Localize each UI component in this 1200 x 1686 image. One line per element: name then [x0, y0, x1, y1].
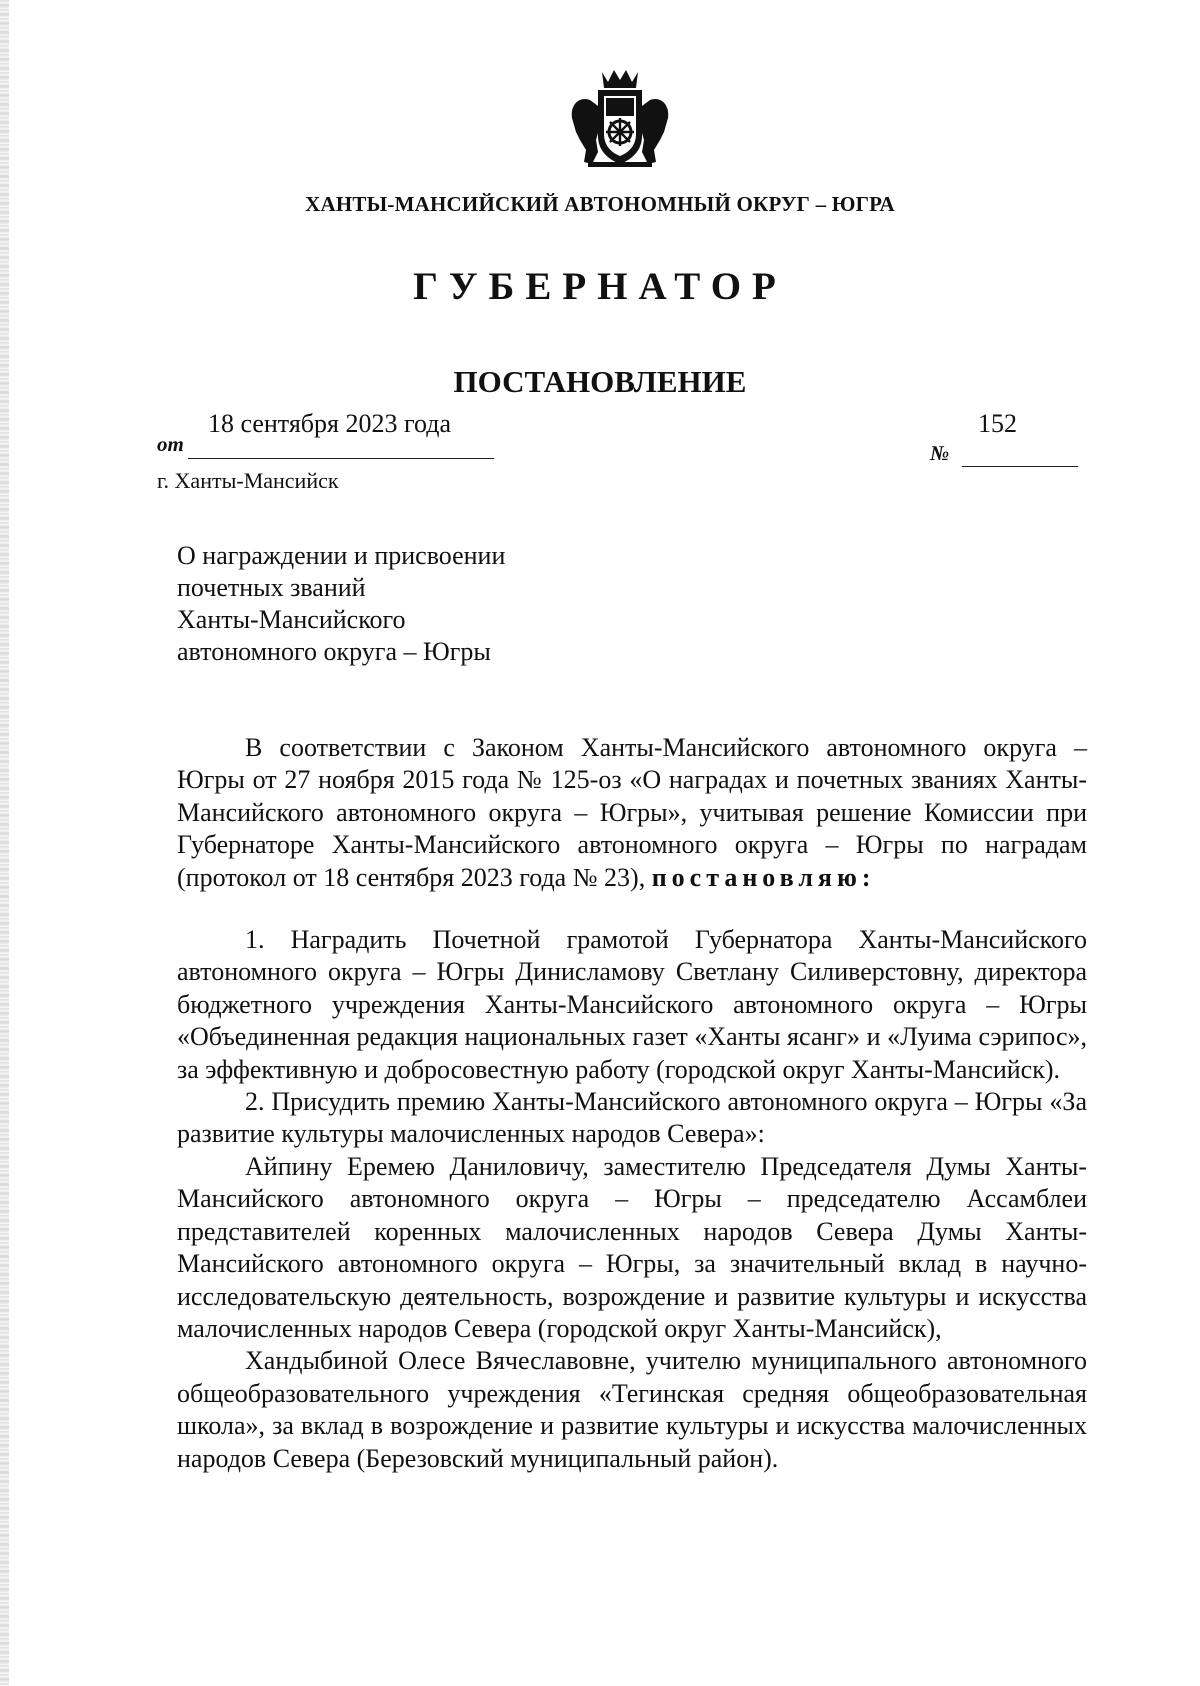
subject-line: Ханты-Мансийского	[177, 605, 406, 634]
list-item: 2. Присудить премию Ханты-Мансийского автономного округа – Югры «За развитие культуры малочисленных народов Севера»:	[177, 1087, 1087, 1149]
list-item: Айпину Еремею Даниловичу, заместителю Председателя Думы Ханты-Мансийского автономного округа – Югры – председателю Ассамблеи представителей коренных малочисленных народов Севера Думы Ханты-Мансийского автономного округа – Югры, за значительный вклад в научно-исследовательскую деятельность, возрождение и развитие культуры и искусства малочисленных народов Севера (городской округ Ханты-Мансийск),	[177, 1151, 1087, 1343]
number-label: №	[930, 441, 950, 465]
decree-word: постановляю:	[651, 862, 876, 892]
list-item: 1. Наградить Почетной грамотой Губернатора Ханты-Мансийского автономного округа – Югры Динисламову Светлану Силиверстовну, директора бюджетного учреждения Ханты-Мансийского автономного округа – Югры «Объединенная редакция национальных газет «Ханты ясанг» и «Луима сэрипос», за эффективную и добросовестную работу (городской округ Ханты-Мансийск).	[177, 925, 1087, 1084]
document-date: 18 сентября 2023 года	[208, 409, 452, 438]
preamble-paragraph	[177, 732, 1087, 894]
document-city: г. Ханты-Мансийск	[157, 468, 339, 493]
coat-of-arms-icon	[568, 66, 672, 170]
date-label: от	[157, 432, 184, 456]
scan-edge	[0, 0, 9, 1686]
office-title: ГУБЕРНАТОР	[413, 265, 787, 308]
subject-line: О награждении и присвоении	[177, 541, 506, 570]
preamble-text: В соответствии с Законом Ханты-Мансийского автономного округа – Югры от 27 ноября 2015 года № 125-оз «О наградах и почетных званиях Ханты-Мансийского автономного округа – Югры», учитывая решение Комиссии при Губернаторе Ханты-Мансийского автономного округа – Югры по наградам (протокол от 18 сентября 2023 года № 23),	[177, 733, 1087, 892]
document-body	[177, 732, 1087, 1475]
subject-line: автономного округа – Югры	[177, 637, 491, 666]
region-name: ХАНТЫ-МАНСИЙСКИЙ АВТОНОМНЫЙ ОКРУГ – ЮГРА	[305, 192, 895, 216]
date-underline	[188, 458, 494, 459]
document-type: ПОСТАНОВЛЕНИЕ	[453, 364, 747, 399]
subject-line: почетных званий	[177, 573, 366, 602]
number-underline	[962, 466, 1078, 467]
document-number: 152	[978, 409, 1017, 438]
list-item: Хандыбиной Олесе Вячеславовне, учителю муниципального автономного общеобразовательного учреждения «Тегинская средняя общеобразовательная школа», за вклад в возрождение и развитие культуры и искусства малочисленных народов Севера (Березовский муниципальный район).	[177, 1346, 1087, 1473]
document-subject	[177, 540, 677, 668]
